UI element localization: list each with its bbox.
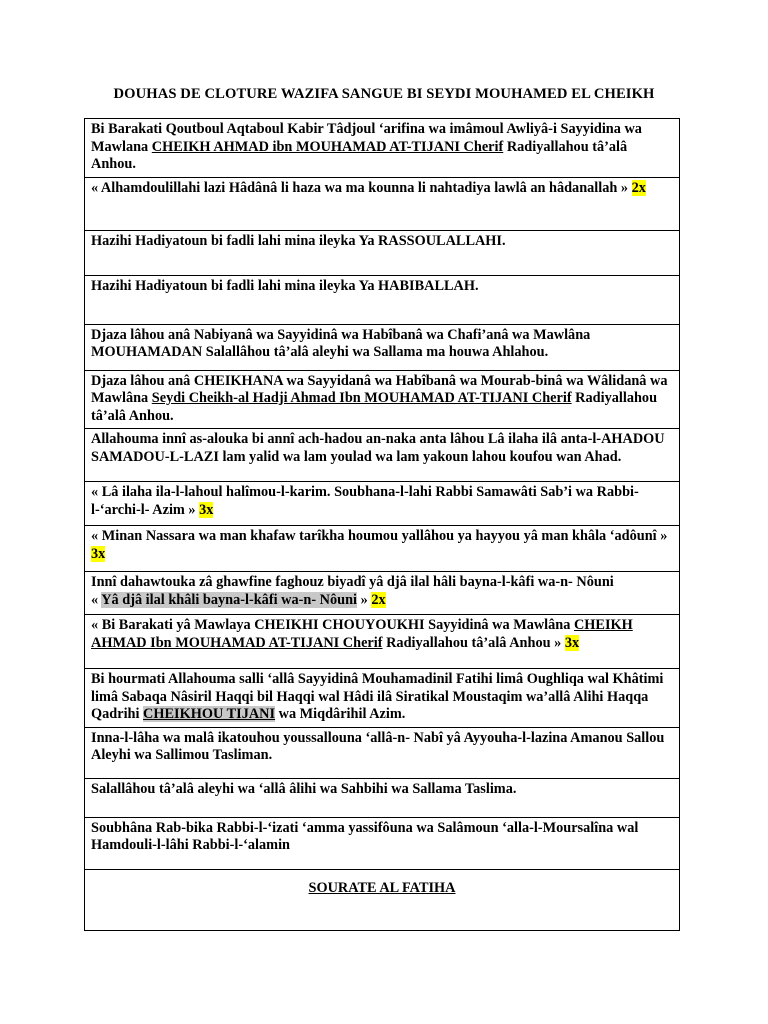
- prayer-cell: [85, 482, 680, 526]
- table-row: [85, 669, 680, 728]
- table-row: [85, 482, 680, 526]
- prayer-cell: [85, 615, 680, 669]
- prayer-text: wa Miqdârihil Azim.: [275, 706, 406, 722]
- prayer-cell: [85, 119, 680, 178]
- prayer-cell: [85, 177, 680, 230]
- table-row: [85, 526, 680, 572]
- prayer-text: Bi Barakati Qoutboul Aqtaboul Kabir Tâdjoul ‘arifina wa imâmoul Awliyâ-i Sayyidina wa Mawlana: [91, 121, 642, 155]
- prayer-text: Djaza lâhou anâ CHEIKHANA wa Sayyidanâ wa Habîbanâ wa Mourab-binâ wa Wâlidanâ wa Mawlâna: [91, 372, 668, 406]
- repeat-count-badge: 3x: [199, 501, 214, 518]
- prayer-text: Radiyallahou tâ’alâ Anhou »: [382, 634, 565, 651]
- repeat-count-badge: 3x: [91, 545, 106, 562]
- prayer-text: Inna-l-lâha wa malâ ikatouhou youssallouna ‘allâ-n- Nabî yâ Ayyouha-l-lazina Amanou Sallou Aleyhi wa Sallimou Tasliman.: [91, 729, 665, 763]
- prayer-text: Radiyallahou tâ’alâ Anhou.: [91, 138, 628, 172]
- prayer-cell: [85, 727, 680, 778]
- table-row: [85, 429, 680, 482]
- prayer-text: Djaza lâhou anâ Nabiyanâ wa Sayyidinâ wa Habîbanâ wa Chafi’anâ wa Mawlâna MOUHAMADAN Salallâhou tâ’alâ aleyhi wa Sallama ma houwa Ahlahou.: [91, 326, 591, 360]
- table-row: [85, 177, 680, 230]
- surah-heading: SOURATE AL FATIHA: [308, 879, 456, 896]
- table-row: [85, 572, 680, 615]
- table-row: [85, 275, 680, 324]
- prayer-text: Bi hourmati Allahouma salli ‘allâ Sayyidinâ Mouhamadinil Fatihi limâ Oughliqa wal Khâtimi limâ Sabaqa Nâsiril Haqqi bil Haqqi wal Hâdi ilâ Siratikal Moustaqim wa’allâ Alihi Haqqa Qadrihi: [91, 671, 664, 722]
- underlined-name: CHEIKH AHMAD ibn MOUHAMAD AT-TIJANI Cherif: [151, 138, 504, 155]
- table-row: [85, 817, 680, 869]
- prayer-text: Allahouma innî as-alouka bi annî ach-hadou an-naka anta lâhou Lâ ilaha ilâ anta-l-AHADOU SAMADOU-L-LAZI lam yalid wa lam youlad wa lam yakoun lahou koufou wan Ahad.: [91, 431, 665, 465]
- prayer-text: Innî dahawtouka zâ ghawfine faghouz biyadî yâ djâ ilal hâli bayna-l-kâfi wa-n- Nôuni: [91, 574, 614, 590]
- prayer-text: Radiyallahou tâ’alâ Anhou.: [91, 390, 658, 424]
- prayer-text: Hazihi Hadiyatoun bi fadli lahi mina ileyka Ya RASSOULALLAHI.: [91, 232, 506, 249]
- prayer-cell: [85, 429, 680, 482]
- prayer-cell: [85, 669, 680, 728]
- underlined-name: CHEIKH AHMAD Ibn MOUHAMAD AT-TIJANI Cherif: [91, 617, 633, 651]
- table-row: [85, 869, 680, 930]
- table-row: [85, 119, 680, 178]
- table-row: [85, 230, 680, 275]
- prayer-cell: [85, 778, 680, 817]
- prayer-text: Salallâhou tâ’alâ aleyhi wa ‘allâ âlihi wa Sahbihi wa Sallama Taslima.: [91, 780, 517, 797]
- gray-highlighted-text: Yâ djâ ilal khâli bayna-l-kâfi wa-n- Nôuni: [101, 591, 358, 608]
- prayer-cell: [85, 275, 680, 324]
- prayer-text: « Minan Nassara wa man khafaw tarîkha houmou yallâhou ya hayyou yâ man khâla ‘adôunî »: [91, 528, 668, 544]
- prayer-text: »: [357, 591, 372, 608]
- prayer-cell: [85, 230, 680, 275]
- prayer-text: Soubhâna Rab-bika Rabbi-l-‘izati ‘amma yassifôuna wa Salâmoun ‘alla-l-Moursalîna wal Hamdouli-l-lâhi Rabbi-l-‘alamin: [91, 819, 639, 853]
- prayer-text: « Bi Barakati yâ Mawlaya CHEIKHI CHOUYOUKHI Sayyidinâ wa Mawlâna: [91, 617, 574, 633]
- table-row: [85, 615, 680, 669]
- table-row: [85, 778, 680, 817]
- prayer-cell: [85, 572, 680, 615]
- repeat-count-badge: 2x: [371, 591, 386, 608]
- document-title: DOUHAS DE CLOTURE WAZIFA SANGUE BI SEYDI MOUHAMED EL CHEIKH: [113, 86, 655, 102]
- prayer-cell: [85, 324, 680, 370]
- prayer-table: [84, 118, 680, 931]
- prayer-text: « Alhamdoulillahi lazi Hâdânâ li haza wa ma kounna li nahtadiya lawlâ an hâdanallah »: [91, 179, 632, 196]
- underlined-name: Seydi Cheikh-al Hadji Ahmad Ibn MOUHAMAD AT-TIJANI Cherif: [151, 390, 572, 406]
- prayer-text: «: [91, 591, 102, 608]
- prayer-cell: [85, 370, 680, 429]
- prayer-cell: [85, 526, 680, 572]
- table-row: [85, 370, 680, 429]
- prayer-text: Hazihi Hadiyatoun bi fadli lahi mina ileyka Ya HABIBALLAH.: [91, 277, 479, 294]
- repeat-count-badge: 2x: [631, 179, 646, 196]
- prayer-cell: [85, 817, 680, 869]
- surah-cell: [85, 869, 680, 930]
- repeat-count-badge: 3x: [564, 634, 580, 651]
- gray-underlined-name: CHEIKHOU TIJANI: [143, 706, 276, 722]
- table-row: [85, 727, 680, 778]
- prayer-text: « Lâ ilaha ila-l-lahoul halîmou-l-karim. Soubhana-l-lahi Rabbi Samawâti Sab’i wa Rabbi-l-‘archi-l- Azim »: [91, 484, 639, 518]
- table-row: [85, 324, 680, 370]
